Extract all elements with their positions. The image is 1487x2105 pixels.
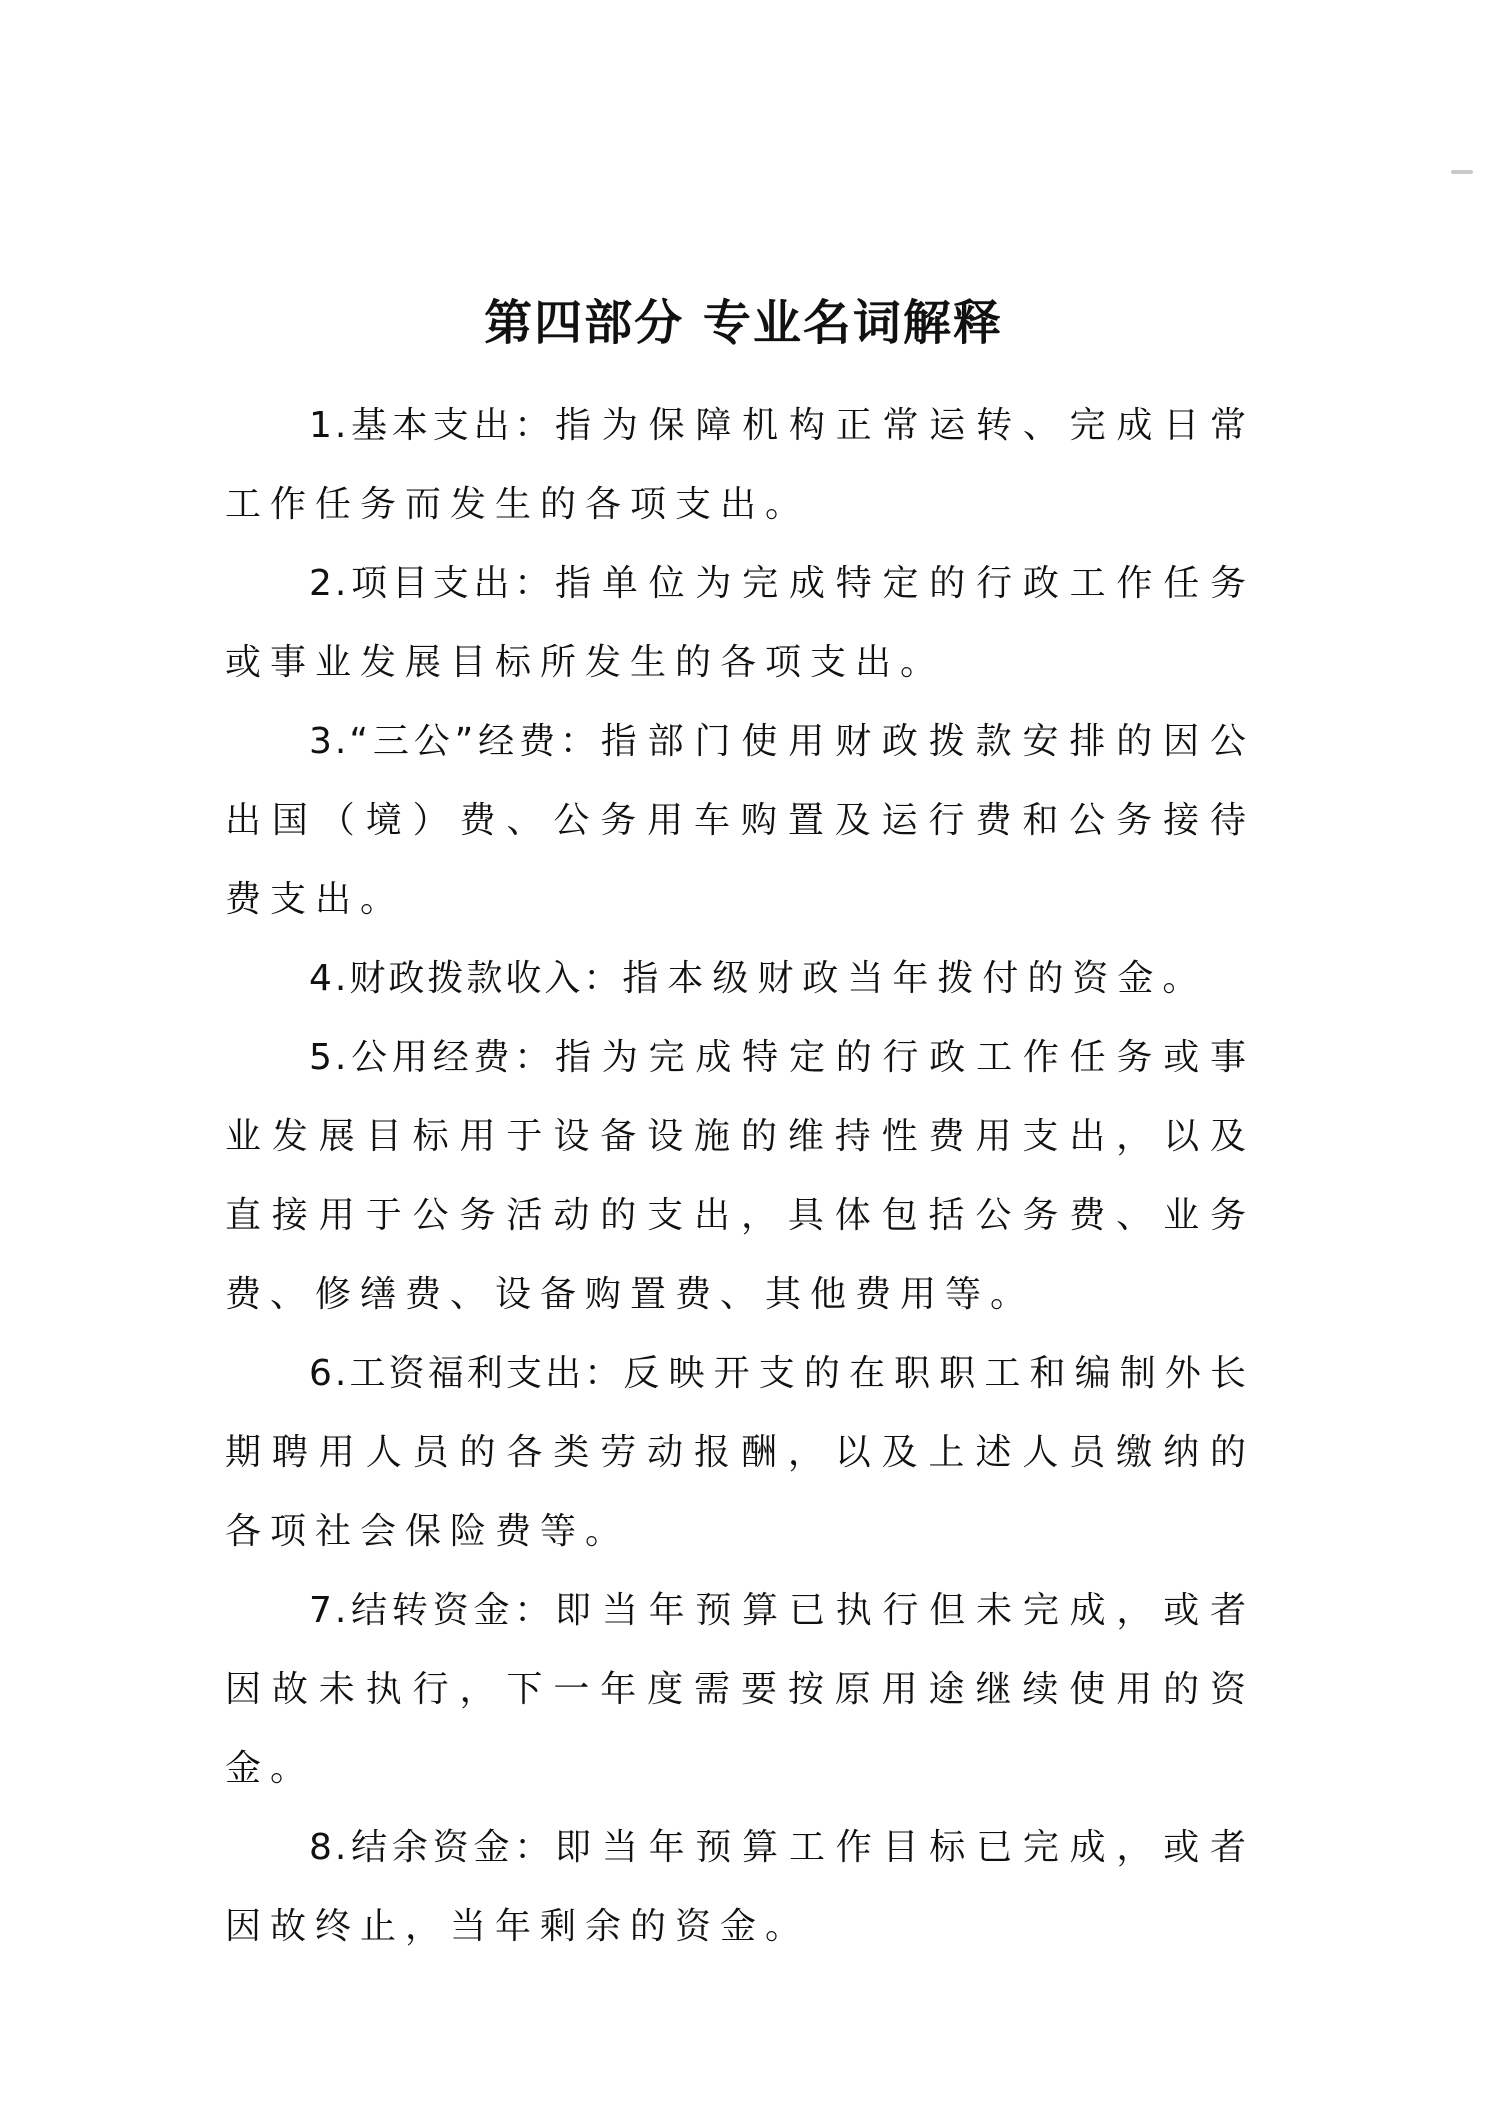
term-number: 3. (309, 721, 350, 762)
term-definition: 即当年预算已执行但未完成，或者因故未执行，下一年度需要按原用途继续使用的资金。 (225, 1590, 1255, 1789)
term-label: 公用经费： (349, 1037, 556, 1078)
term-number: 7. (309, 1590, 350, 1631)
term-item-4 (225, 939, 1255, 1018)
term-number: 4. (309, 958, 350, 999)
term-item-2 (225, 544, 1255, 702)
term-number: 5. (309, 1037, 350, 1078)
term-definition: 指本级财政当年拨付的资金。 (622, 958, 1208, 999)
term-definition: 指部门使用财政拨款安排的因公出国（境）费、公务用车购置及运行费和公务接待费支出。 (225, 721, 1255, 920)
term-item-6 (225, 1334, 1255, 1571)
term-item-7 (225, 1571, 1255, 1808)
term-definition: 即当年预算工作目标已完成，或者因故终止，当年剩余的资金。 (225, 1827, 1255, 1947)
term-item-5 (225, 1018, 1255, 1334)
page-title: 第四部分 专业名词解释 (484, 295, 1003, 351)
term-label: 结转资金： (349, 1590, 556, 1631)
term-label: “三公”经费： (349, 721, 601, 762)
term-label: 基本支出： (349, 405, 556, 446)
term-number: 2. (309, 563, 350, 604)
term-item-3 (225, 702, 1255, 939)
term-definition: 反映开支的在职职工和编制外长期聘用人员的各类劳动报酬，以及上述人员缴纳的各项社会保险费等。 (225, 1353, 1255, 1552)
term-label: 项目支出： (349, 563, 556, 604)
term-list (225, 386, 1255, 1966)
term-definition: 指为保障机构正常运转、完成日常工作任务而发生的各项支出。 (225, 405, 1255, 525)
term-number: 6. (309, 1353, 350, 1394)
term-label: 结余资金： (349, 1827, 556, 1868)
term-item-1 (225, 386, 1255, 544)
term-number: 1. (309, 405, 350, 446)
term-number: 8. (309, 1827, 350, 1868)
term-definition: 指单位为完成特定的行政工作任务或事业发展目标所发生的各项支出。 (225, 563, 1255, 683)
scan-mark (1451, 170, 1473, 174)
term-label: 工资福利支出： (349, 1353, 624, 1394)
term-definition: 指为完成特定的行政工作任务或事业发展目标用于设备设施的维持性费用支出，以及直接用于公务活动的支出，具体包括公务费、业务费、修缮费、设备购置费、其他费用等。 (225, 1037, 1255, 1315)
term-label: 财政拨款收入： (349, 958, 623, 999)
term-item-8 (225, 1808, 1255, 1966)
